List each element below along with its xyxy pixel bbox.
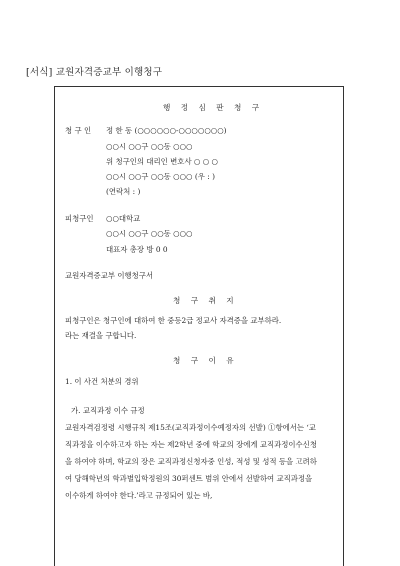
purpose-heading: 청 구 취 지 <box>173 296 238 305</box>
respondent-address: ○○시 ○○구 ○○동 ○○○ <box>106 229 193 238</box>
respondent-representative: 대표자 총장 방 0 0 <box>106 245 168 254</box>
respondent-label: 피청구인 <box>65 214 94 223</box>
section-1-heading: 1. 이 사건 처분의 경위 <box>65 377 139 386</box>
respondent-name: ○○대학교 <box>106 214 141 223</box>
paragraph-line: 교원자격검정령 시행규칙 제15조(교직과정이수예정자의 선발) ①항에서는 ‘교 <box>65 423 316 432</box>
claimant-name: 정 한 동 (○○○○○○-○○○○○○○) <box>106 126 227 135</box>
paragraph-line: 을 하여야 하며, 학교의 장은 교직과정신청자중 인성, 적성 및 성적 등을 고려하 <box>65 457 317 466</box>
document-frame <box>54 86 344 566</box>
paragraph-line: 직과정을 이수하고자 하는 자는 제2학년 중에 학교의 장에게 교직과정이수신청 <box>65 440 317 449</box>
claimant-address: ○○시 ○○구 ○○동 ○○○ <box>106 142 193 151</box>
document-name: 교원자격증교부 이행청구서 <box>65 271 154 280</box>
claimant-agent-address: ○○시 ○○구 ○○동 ○○○ (우 : ) <box>106 172 215 181</box>
reasons-heading: 청 구 이 유 <box>173 356 238 365</box>
subsection-a-heading: 가. 교직과정 이수 규정 <box>71 406 145 415</box>
claimant-contact: (연락처 : ) <box>106 187 141 196</box>
purpose-line-1: 피청구인은 청구인에 대하여 한 중등2급 정교사 자격증을 교부하라. <box>65 316 282 325</box>
form-title: [서식] 교원자격증교부 이행청구 <box>26 67 163 78</box>
paragraph-line: 여 당해학년의 학과별입학정원의 30퍼센트 범위 안에서 선발하여 교직과정을 <box>65 474 313 483</box>
paragraph-line: 이수하게 하여야 한다.’라고 규정되어 있는 바, <box>65 491 213 500</box>
purpose-line-2: 라는 재결을 구합니다. <box>65 331 137 340</box>
document-title: 행 정 심 판 청 구 <box>163 103 264 112</box>
claimant-agent: 위 청구인의 대리인 변호사 ○ ○ ○ <box>106 157 218 166</box>
claimant-label: 청 구 인 <box>65 126 92 135</box>
